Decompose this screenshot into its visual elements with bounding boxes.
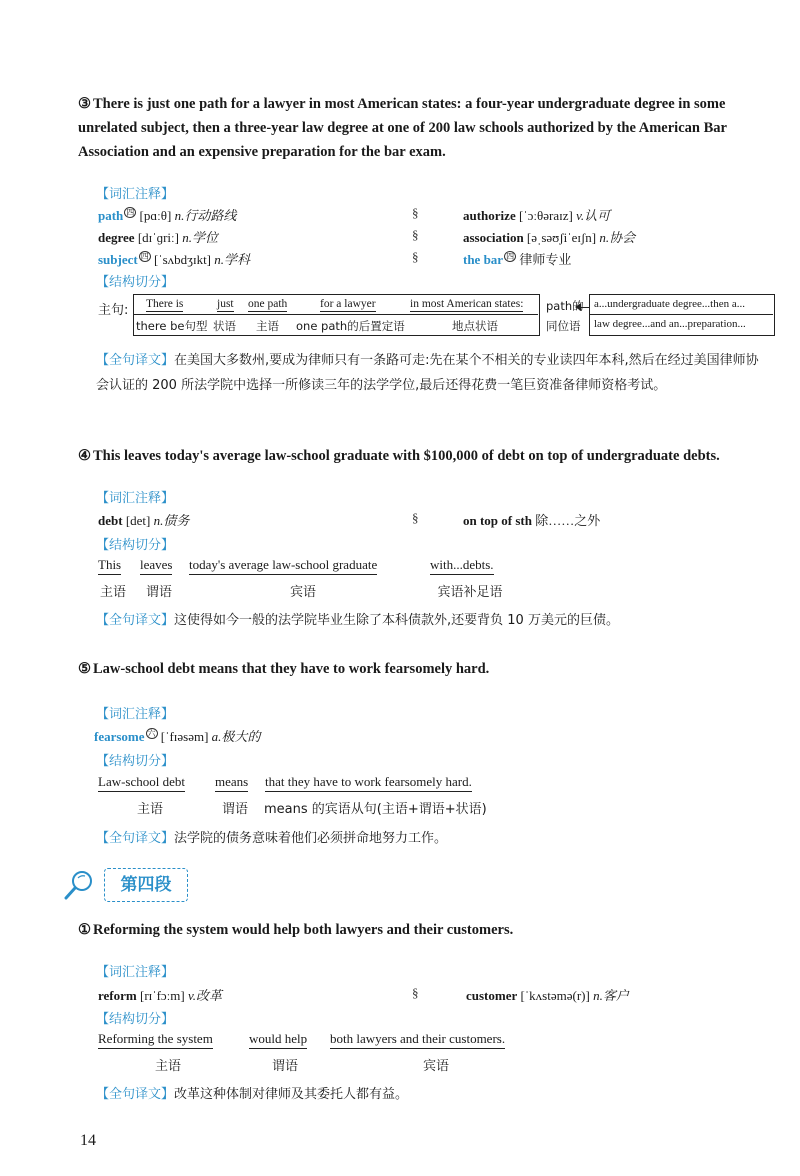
magnifier-icon: [62, 868, 102, 907]
translation: 【全句译文】在美国大多数州,要成为律师只有一条路可走:先在某个不相关的专业读四年本科,然后在经过美国律师协会认证的 200 所法学院中选择一所修读三年的法学学位,最后还得花费一笔巨资准备律师资格考试。: [96, 353, 759, 393]
sentence-text: There is just one path for a lawyer in most American states: a four-year undergraduate degree in some unrelated subject, then a three-year law degree at one of 200 law schools authorized by the American Bar Association and an expensive preparation for the bar exam.: [78, 96, 727, 160]
wavy-divider-icon: §: [412, 227, 419, 242]
segment: would help: [249, 1031, 307, 1049]
segment: for a lawyer: [320, 298, 376, 310]
segment: Reforming the system: [98, 1031, 213, 1049]
level-badge: 四: [140, 251, 149, 261]
role: 谓语: [271, 1059, 298, 1074]
wavy-divider-icon: §: [412, 510, 419, 525]
vocab-label: 【词汇注释】: [96, 707, 175, 722]
structure-label: 【结构切分】: [96, 1012, 175, 1027]
role: 谓语: [221, 802, 248, 817]
vocab-entry: the bar $^四$ 律师专业: [463, 251, 572, 267]
sentence-text: This leaves today's average law-school graduate with $100,000 of debt on top of undergraduate debts.: [93, 448, 720, 464]
section-title: 第四段: [104, 868, 188, 902]
appositive-text: law degree...and an...preparation...: [594, 318, 746, 330]
appositive-label: path的: [546, 299, 584, 313]
level-badge: 四: [506, 251, 515, 261]
role: there be句型: [136, 319, 208, 333]
sentence-5: ⑤ Law-school debt means that they have to work fearsomely hard.: [78, 661, 490, 677]
segment: today's average law-school graduate: [189, 557, 377, 575]
vocab-entry: reform [rɪˈfɔːm] v.改革: [98, 988, 223, 1003]
vocab-entry: customer [ˈkʌstəmə(r)] n.客户: [466, 988, 629, 1003]
wavy-divider-icon: §: [412, 249, 419, 264]
vocab-label: 【词汇注释】: [96, 491, 175, 506]
sentence-text: Law-school debt means that they have to work fearsomely hard.: [93, 661, 490, 677]
sentence-1: ① Reforming the system would help both lawyers and their customers.: [78, 922, 514, 938]
segment: in most American states:: [410, 298, 524, 310]
connector-line: [581, 307, 589, 308]
segment: just: [217, 298, 234, 310]
segment: Law-school debt: [98, 774, 185, 792]
role: 地点状语: [452, 319, 498, 333]
role: 主语: [136, 802, 163, 817]
structure-label: 【结构切分】: [96, 754, 175, 769]
sentence-4: ④ This leaves today's average law-school graduate with $100,000 of debt on top of undergraduate debts.: [78, 448, 720, 464]
translation: 【全句译文】这使得如今一般的法学院毕业生除了本科债款外,还要背负 10 万美元的巨债。: [96, 613, 619, 628]
vocab-entry: subject $^四$ [ˈsʌbdʒɪkt] n.学科: [98, 251, 251, 267]
segment: This: [98, 557, 121, 575]
vocab-entry: debt [det] n.债务: [98, 513, 190, 528]
level-badge: 四: [126, 207, 135, 217]
vocab-entry: authorize [ˈɔːθəraɪz] v.认可: [463, 208, 611, 223]
appositive-label: 同位语: [546, 319, 581, 333]
vocab-entry: association [əˌsəʊʃiˈeɪʃn] n.协会: [463, 230, 636, 245]
main-clause-prefix: 主句:: [98, 303, 129, 318]
divider: [133, 314, 538, 315]
segment: There is: [146, 298, 184, 310]
wavy-divider-icon: §: [412, 985, 419, 1000]
role: means 的宾语从句(主语+谓语+状语): [264, 802, 487, 817]
role: 主语: [256, 319, 279, 333]
vocab-entry: degree [dɪˈɡriː] n.学位: [98, 230, 218, 245]
wavy-divider-icon: §: [412, 205, 419, 220]
sentence-3: [78, 92, 758, 164]
segment: leaves: [140, 557, 172, 575]
arrow-icon: [575, 303, 581, 311]
segment: one path: [248, 298, 288, 310]
role: 宾语: [289, 585, 316, 600]
segment: means: [215, 774, 248, 792]
role: 谓语: [145, 585, 172, 600]
structure-label: 【结构切分】: [96, 275, 175, 290]
level-badge: 六: [147, 728, 156, 738]
sentence-text: Reforming the system would help both lawyers and their customers.: [93, 922, 514, 938]
role: 主语: [154, 1059, 181, 1074]
role: 宾语: [422, 1059, 449, 1074]
sentence-number: ③: [78, 96, 91, 112]
vocab-entry: on top of sth 除……之外: [463, 513, 601, 528]
vocab-entry: fearsome $^六$ [ˈfɪəsəm] a.极大的: [94, 728, 261, 744]
role: one path的后置定语: [296, 319, 405, 333]
structure-label: 【结构切分】: [96, 538, 175, 553]
vocab-entry: path $^四$ [pɑːθ] n.行动路线: [98, 207, 237, 223]
appositive-text: a...undergraduate degree...then a...: [594, 298, 745, 310]
role: 状语: [213, 319, 236, 333]
vocab-label: 【词汇注释】: [96, 965, 175, 980]
segment: with...debts.: [430, 557, 494, 575]
page-number: 14: [80, 1132, 96, 1149]
role: 宾语补足语: [437, 585, 503, 600]
translation: 【全句译文】改革这种体制对律师及其委托人都有益。: [96, 1087, 409, 1102]
segment: both lawyers and their customers.: [330, 1031, 505, 1049]
segment: that they have to work fearsomely hard.: [265, 774, 472, 792]
translation: 【全句译文】法学院的债务意味着他们必须拼命地努力工作。: [96, 831, 448, 846]
vocab-label: 【词汇注释】: [96, 187, 175, 202]
divider: [589, 314, 773, 315]
role: 主语: [99, 585, 126, 600]
